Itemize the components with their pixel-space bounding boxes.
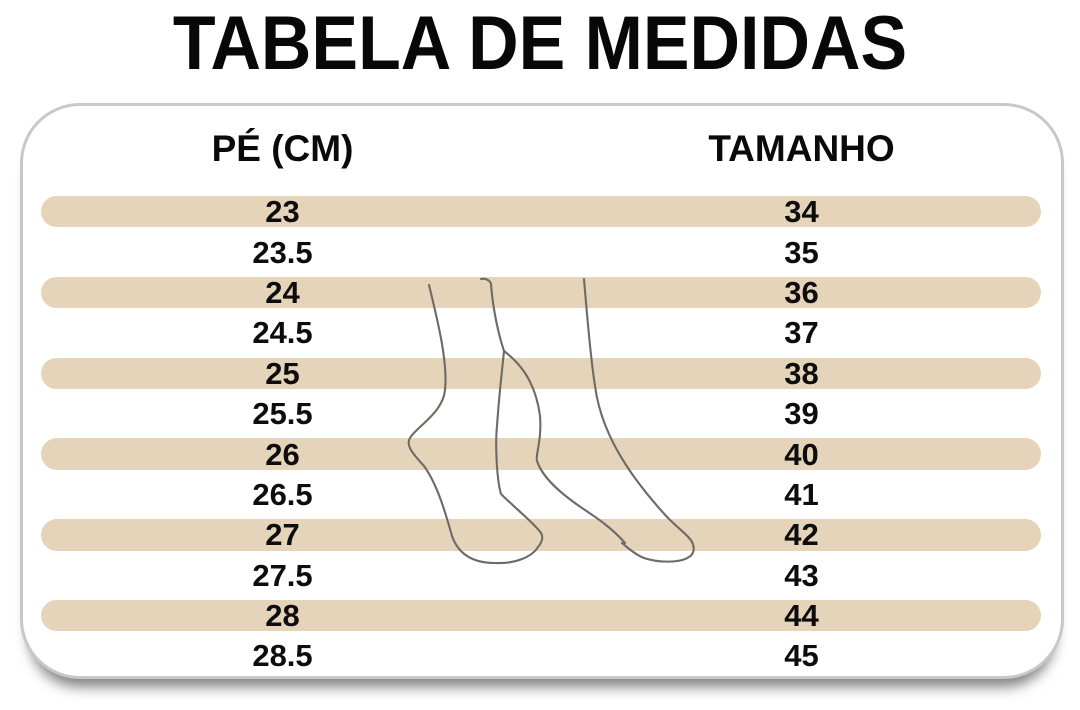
table-row bbox=[23, 394, 1061, 434]
tamanho-value: 38 bbox=[784, 355, 819, 391]
table-row bbox=[23, 434, 1061, 474]
pe-cm-value: 23 bbox=[265, 194, 300, 230]
pe-cm-value: 27.5 bbox=[252, 557, 313, 593]
table-row bbox=[23, 475, 1061, 515]
tamanho-value: 44 bbox=[784, 598, 819, 634]
column-header-tamanho: TAMANHO bbox=[708, 128, 895, 169]
table-row bbox=[23, 273, 1061, 313]
page-title bbox=[0, 0, 1080, 88]
pe-cm-value: 26 bbox=[265, 436, 300, 472]
table-row bbox=[23, 515, 1061, 555]
tamanho-value: 35 bbox=[784, 234, 819, 270]
pe-cm-value: 27 bbox=[265, 517, 300, 553]
column-header-pe-cm: PÉ (CM) bbox=[211, 128, 354, 169]
tamanho-value: 40 bbox=[784, 436, 819, 472]
pe-cm-value: 24.5 bbox=[252, 315, 313, 351]
tamanho-value: 41 bbox=[784, 476, 819, 512]
pe-cm-value: 26.5 bbox=[252, 476, 313, 512]
table-row bbox=[23, 596, 1061, 636]
pe-cm-value: 28.5 bbox=[252, 638, 313, 674]
size-chart-card bbox=[20, 103, 1064, 679]
page-title-text: TABELA DE MEDIDAS bbox=[172, 1, 908, 86]
table-row bbox=[23, 192, 1061, 232]
table-row bbox=[23, 636, 1061, 676]
pe-cm-value: 24 bbox=[265, 274, 300, 310]
tamanho-value: 42 bbox=[784, 517, 819, 553]
tamanho-value: 39 bbox=[784, 396, 819, 432]
tamanho-value: 37 bbox=[784, 315, 819, 351]
pe-cm-value: 23.5 bbox=[252, 234, 313, 270]
table-row bbox=[23, 556, 1061, 596]
table-row bbox=[23, 232, 1061, 272]
tamanho-value: 45 bbox=[784, 638, 819, 674]
pe-cm-value: 25 bbox=[265, 355, 300, 391]
tamanho-value: 36 bbox=[784, 274, 819, 310]
table-row bbox=[23, 354, 1061, 394]
tamanho-value: 34 bbox=[784, 194, 819, 230]
pe-cm-value: 28 bbox=[265, 598, 300, 634]
size-table-rows bbox=[23, 192, 1061, 677]
pe-cm-value: 25.5 bbox=[252, 396, 313, 432]
table-row bbox=[23, 313, 1061, 353]
table-header-row bbox=[23, 128, 1061, 170]
tamanho-value: 43 bbox=[784, 557, 819, 593]
